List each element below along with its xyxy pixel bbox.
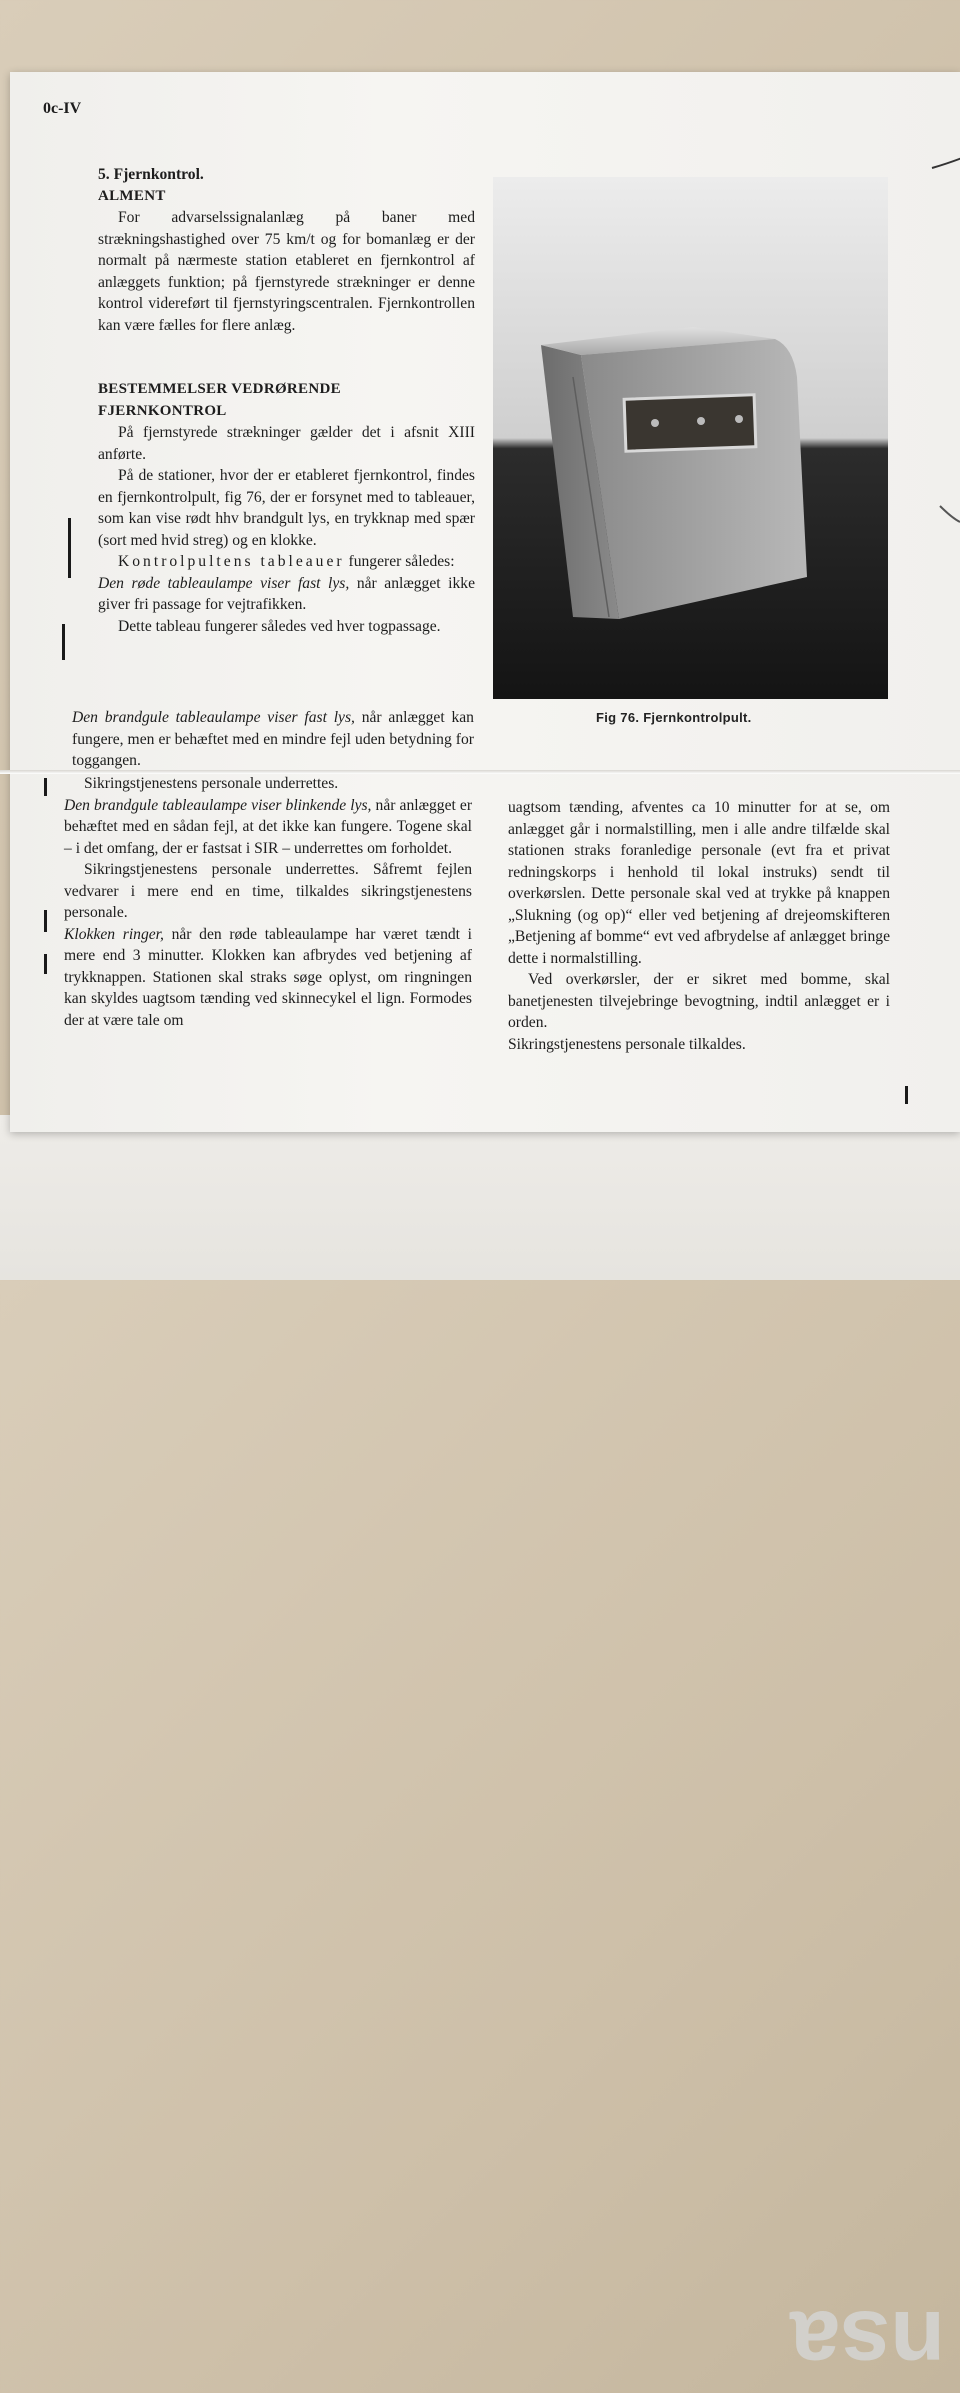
- right-column: [508, 797, 890, 1055]
- left-column-upper: [98, 164, 475, 637]
- paragraph-tilkaldes-time: Sikringstjenestens personale underrettes. Såfremt fejlen vedvarer i mere end en time, tilkaldes sikringstjenestens personale.: [64, 861, 472, 921]
- change-bar: [905, 1086, 908, 1104]
- paragraph-tilkaldes: Sikringstjenestens personale tilkaldes.: [508, 1035, 746, 1053]
- subheading-fjernkontrol: FJERNKONTROL: [98, 402, 227, 419]
- italic-brandgul-blink: Den brandgule tableaulampe viser blinkende lys,: [64, 796, 372, 814]
- pen-mark: [936, 500, 960, 530]
- change-bar: [44, 778, 47, 796]
- figure-photo-control-desk: [493, 177, 888, 699]
- italic-klokken: Klokken ringer,: [64, 925, 164, 943]
- control-desk-illustration: [493, 177, 888, 699]
- paragraph-brandgul-blink: [64, 795, 472, 860]
- italic-roede-lampe: Den røde tableaulampe viser fast lys,: [98, 574, 350, 592]
- paragraph-underrettes: Sikringstjenestens personale underrettes.: [84, 775, 339, 792]
- paragraph-brandgul-fast: [72, 707, 474, 772]
- change-bar: [68, 518, 71, 578]
- paragraph-togpassage: Dette tableau fungerer således ved hver togpassage.: [118, 617, 441, 635]
- paragraph-stationer: På de stationer, hvor der er etableret fjernkontrol, findes en fjernkontrolpult, fig 76, der er forsynet med to tableauer, som kan vise rødt hhv brandgult lys, en trykknap med spær (sort med hvid streg) og en klokke.: [98, 467, 475, 549]
- spaced-phrase: Kontrolpultens tableauer: [118, 553, 345, 570]
- left-column-middle: [72, 707, 474, 772]
- page-code: 0c-IV: [43, 100, 82, 117]
- paragraph-brandgul-fast-rest: når anlægget kan fungere, men er behæftet med en mindre fejl uden betydning for toggangen.: [72, 709, 474, 769]
- paragraph-tableauer-rest: fungerer således:: [348, 553, 455, 570]
- subheading-bestemmelser: BESTEMMELSER VEDRØRENDE: [98, 381, 341, 397]
- paragraph-klokken: [64, 924, 472, 1032]
- paragraph-roede-lampe-rest: når anlægget ikke giver fri passage for vejtrafikken.: [98, 574, 475, 613]
- show-through-text: nsa: [790, 2292, 946, 2392]
- paragraph-tableauer: [98, 551, 475, 573]
- paragraph-brandgul-blink-rest: når anlægget er behæftet med en sådan fejl, at det ikke kan fungere. Togene skal – i det omfang, der er fastsat i SIR – underrettes om forholdet.: [64, 796, 473, 857]
- section-title: 5. Fjernkontrol.: [98, 166, 204, 183]
- lower-paper-sheet: [0, 1115, 960, 2392]
- paragraph-roede-lampe: [98, 573, 475, 616]
- paragraph-klokken-rest: når den røde tableaulampe har været tændt i mere end 3 minutter. Klokken kan afbrydes ved betjening af trykknappen. Stationen skal straks søge oplyst, om ringningen kan skyldes uagtsom tænding ved skinnecykel el lign. Formodes der at være tale om: [64, 925, 472, 1029]
- paragraph-bomme: Ved overkørsler, der er sikret med bomme, skal banetjenesten tilvejebringe bevogtning, indtil anlægget er i orden.: [508, 971, 890, 1031]
- paragraph-uagtsom: uagtsom tænding, afventes ca 10 minutter for at se, om anlægget går i normalstilling, men i alle andre tilfælde skal stationen straks foranledige personale (evt fra et privat redningskorps i henhold til lokal instruks) sendt til overkørslen. Dette personale skal ved at trykke på knappen „Slukning (og op)“ eller ved betjening af drejeomskifteren „Betjening af bomme“ evt ved afbrydelse af anlægget bringe dette i normalstilling.: [508, 799, 890, 967]
- italic-brandgul-fast: Den brandgule tableaulampe viser fast lys,: [72, 709, 355, 726]
- figure-caption: Fig 76. Fjernkontrolpult.: [596, 710, 752, 725]
- paragraph-alment: For advarselssignalanlæg på baner med strækningshastighed over 75 km/t og for bomanlæg er der normalt på nærmeste station etableret en fjernkontrol af anlæggets funktion; på fjernstyrede strækninger er denne kontrol videreført til fjernstyringscentralen. Fjernkontrollen kan være fælles for flere anlæg.: [98, 209, 475, 334]
- subheading-alment: ALMENT: [98, 187, 166, 204]
- left-column-lower: [64, 773, 472, 1031]
- pen-mark: [928, 150, 960, 180]
- change-bar: [44, 954, 47, 974]
- change-bar: [44, 910, 47, 932]
- change-bar: [62, 624, 65, 660]
- paragraph-fjernstyrede: På fjernstyrede strækninger gælder det i afsnit XIII anførte.: [98, 424, 475, 463]
